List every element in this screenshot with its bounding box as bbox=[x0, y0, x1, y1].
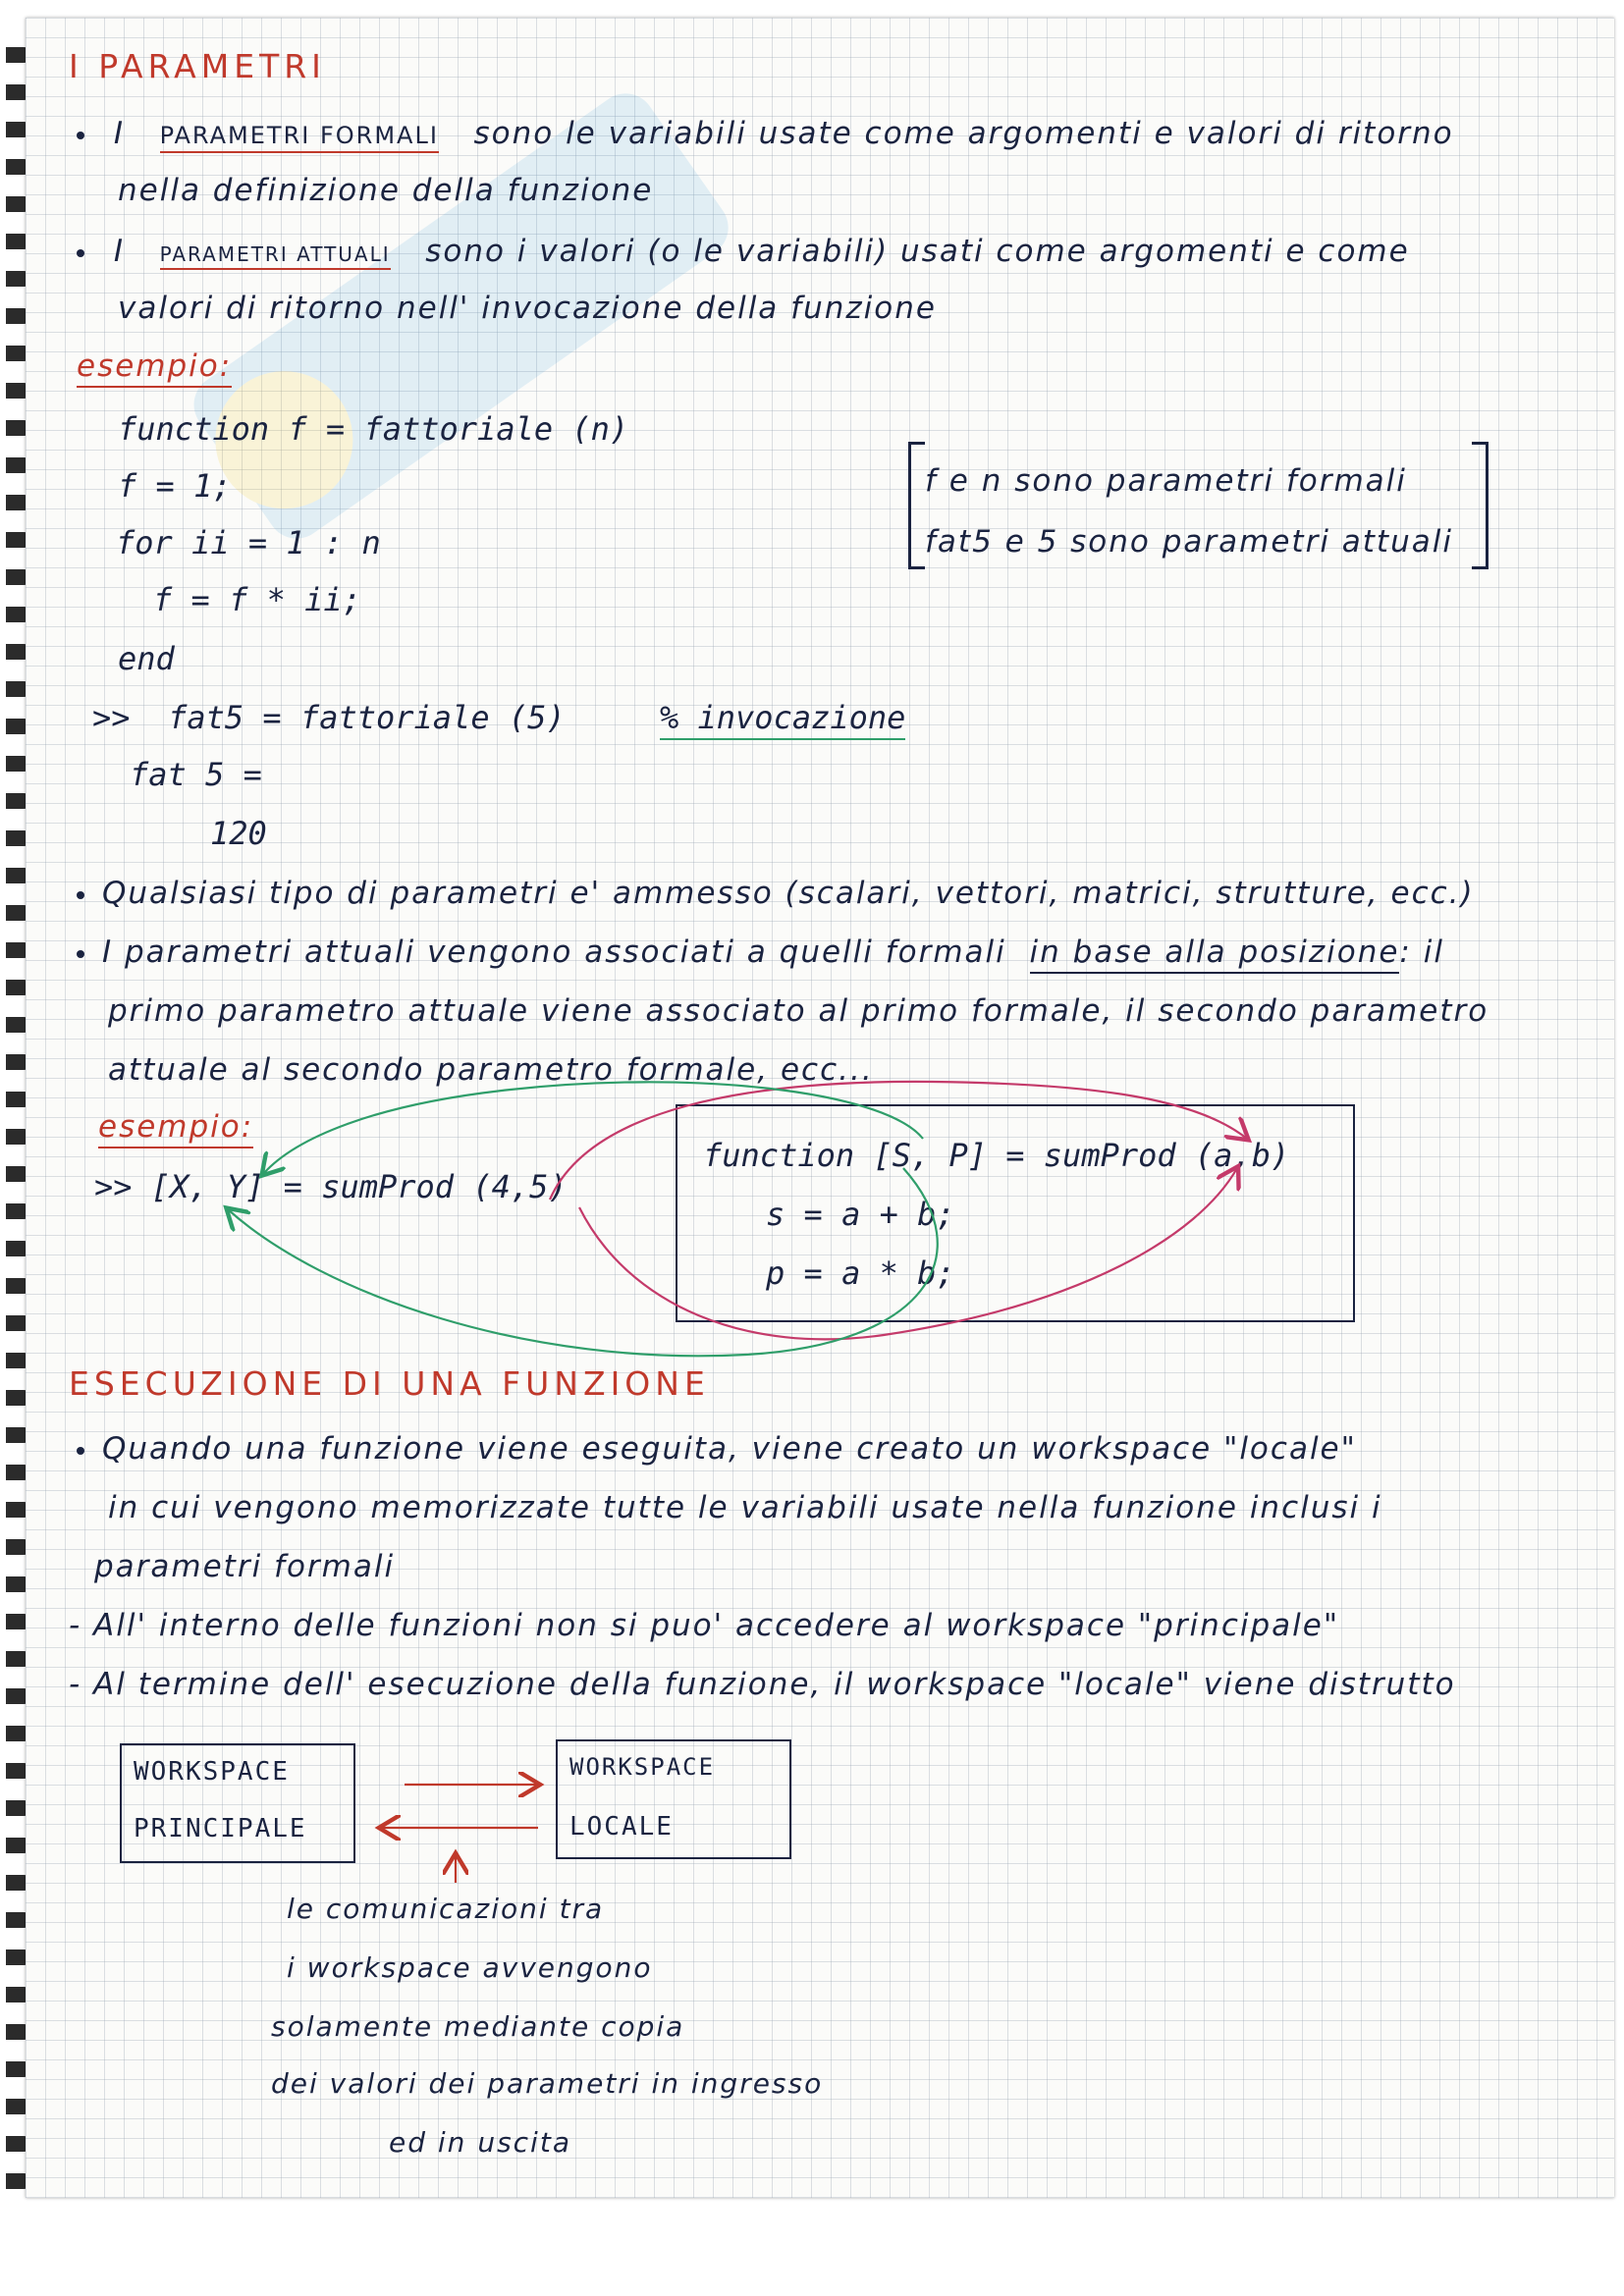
paragraph-actual-line2: valori di ritorno nell' invocazione della funzione bbox=[118, 291, 937, 326]
text: Qualsiasi tipo di parametri e' ammesso (scalari, vettori, matrici, strutture, ecc.) bbox=[102, 876, 1475, 911]
caption-line4: dei valori dei parametri in ingresso bbox=[271, 2067, 824, 2100]
output-label: fat 5 = bbox=[130, 756, 262, 793]
code-line-end: end bbox=[118, 640, 175, 677]
workspace-principale-line1: WORKSPACE bbox=[134, 1757, 290, 1787]
emphasis-posizione: in base alla posizione bbox=[1030, 934, 1400, 974]
section-heading-parametri: I PARAMETRI bbox=[69, 47, 326, 85]
arrow-outputs-to-call-bottom bbox=[228, 1168, 938, 1356]
text: sono le variabili usate come argomenti e valori di ritorno bbox=[473, 116, 1454, 151]
paragraph-no-access: - All' interno delle funzioni non si puo' accedere al workspace "principale" bbox=[69, 1608, 1340, 1643]
paragraph-exec-line3: parametri formali bbox=[94, 1549, 396, 1584]
arrow-args-to-params bbox=[579, 1168, 1237, 1339]
text: I bbox=[113, 234, 126, 269]
function-sum-line: s = a + b; bbox=[766, 1196, 955, 1233]
output-value: 120 bbox=[210, 815, 267, 852]
function-signature: function [S, P] = sumProd (a,b) bbox=[703, 1137, 1290, 1174]
paragraph-position-line2: primo parametro attuale viene associato al primo formale, il secondo parametro bbox=[108, 993, 1489, 1029]
paragraph-formal-line2: nella definizione della funzione bbox=[118, 173, 654, 208]
example2-label: esempio: bbox=[98, 1109, 253, 1148]
code-line-init: f = 1; bbox=[118, 467, 232, 505]
caption-line1: le comunicazioni tra bbox=[287, 1893, 605, 1925]
workspace-locale-line1: WORKSPACE bbox=[569, 1753, 716, 1781]
arrow-args-to-params-top bbox=[550, 1082, 1247, 1200]
arrow-outputs-to-call-top bbox=[263, 1082, 923, 1174]
call-comment: % invocazione bbox=[660, 699, 905, 740]
function-prod-line: p = a * b; bbox=[766, 1255, 955, 1292]
section-heading-esecuzione: ESECUZIONE DI UNA FUNZIONE bbox=[69, 1364, 710, 1403]
term-parametri-formali: PARAMETRI FORMALI bbox=[160, 122, 439, 153]
example2-call: >> [X, Y] = sumProd (4,5) bbox=[94, 1168, 568, 1205]
text: I bbox=[113, 116, 126, 151]
note-formali: f e n sono parametri formali bbox=[925, 463, 1407, 499]
prompt: >> bbox=[92, 699, 131, 736]
text: I parametri attuali vengono associati a quelli formali bbox=[102, 934, 1006, 970]
note-attuali: fat5 e 5 sono parametri attuali bbox=[925, 524, 1453, 560]
paragraph-destroyed: - Al termine dell' esecuzione della funzione, il workspace "locale" viene distrutto bbox=[69, 1667, 1456, 1702]
code-line-multiply: f = f * ii; bbox=[153, 581, 361, 618]
workspace-locale-line2: LOCALE bbox=[569, 1812, 674, 1842]
workspace-principale-line2: PRINCIPALE bbox=[134, 1814, 307, 1843]
term-parametri-attuali: PARAMETRI ATTUALI bbox=[160, 242, 391, 270]
call-text: fat5 = fattoriale (5) bbox=[168, 699, 566, 736]
code-line-function: function f = fattoriale (n) bbox=[118, 410, 629, 448]
caption-line3: solamente mediante copia bbox=[271, 2010, 685, 2043]
paragraph-position-line3: attuale al secondo parametro formale, ecc... bbox=[108, 1052, 874, 1088]
caption-line2: i workspace avvengono bbox=[287, 1951, 653, 1984]
text: Quando una funzione viene eseguita, viene creato un workspace "locale" bbox=[102, 1431, 1357, 1467]
caption-line5: ed in uscita bbox=[389, 2126, 571, 2159]
code-line-for: for ii = 1 : n bbox=[116, 524, 381, 561]
example-label: esempio: bbox=[77, 348, 232, 388]
text: sono i valori (o le variabili) usati come argomenti e come bbox=[425, 234, 1410, 269]
text: : il bbox=[1399, 934, 1444, 970]
paragraph-exec-line2: in cui vengono memorizzate tutte le variabili usate nella funzione inclusi i bbox=[108, 1490, 1382, 1525]
